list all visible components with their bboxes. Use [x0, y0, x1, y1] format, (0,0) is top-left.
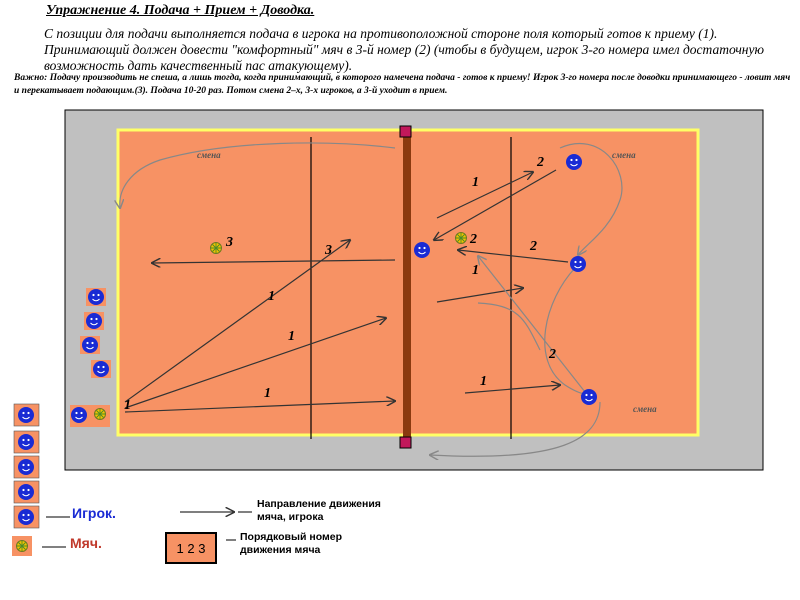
step-number: 1 [124, 398, 131, 413]
swap-label-bottom-right: смена [633, 404, 657, 414]
exercise-description: С позиции для подачи выполняется подача в игрока на противоположной стороне поля который готов к приему (1). Принимающий должен довести "комфортный" мяч в 3-й номер (2) (чтобы в будущем, игрок 3-го номера имел достаточную возможность дать качественный пас атакующему). [44, 26, 764, 73]
step-number: 1 [472, 175, 479, 190]
step-number: 2 [470, 232, 477, 247]
step-number: 1 [268, 289, 275, 304]
step-number: 1 [288, 329, 295, 344]
exercise-note: Важно: Подачу производить не спеша, а лишь тогда, когда принимающий, в которого намечена подача - готов к приему! Игрок 3-го номера после доводки принимающего - ловит мяч и перекатывает подающим.(3). Подача 10-20 раз. Потом смена 2–х, 3-х игроков, а 3-й уходит в прием. [14, 73, 791, 96]
step-number: 3 [226, 235, 233, 250]
reserve-players [14, 404, 39, 528]
legend-player-label: Игрок. [72, 505, 116, 521]
exercise-title: Упражнение 4. Подача + Прием + Доводка. [46, 3, 315, 18]
step-number: 2 [549, 347, 556, 362]
step-number: 1 [480, 374, 487, 389]
player-right-mid [570, 256, 586, 272]
step-number: 2 [530, 239, 537, 254]
step-number: 1 [472, 263, 479, 278]
step-number: 3 [325, 243, 332, 258]
legend-direction-label: Направление движения мяча, игрока [257, 498, 381, 523]
net-post-bottom [400, 437, 411, 448]
legend-ball-label: Мяч. [70, 535, 102, 551]
player-receiver-center [414, 242, 430, 258]
swap-label-top-left: смена [197, 150, 221, 160]
legend-sequence-box-text: 1 2 3 [176, 541, 206, 556]
step-number: 2 [537, 155, 544, 170]
player-right-bottom [581, 389, 597, 405]
ball-right [456, 233, 467, 244]
net [403, 133, 411, 439]
legend-ball-icon [17, 541, 28, 552]
swap-label-top-right: смена [612, 150, 636, 160]
step-number: 1 [264, 386, 271, 401]
net-post-top [400, 126, 411, 137]
player-right-top [566, 154, 582, 170]
legend-sequence-label: Порядковый номер движения мяча [240, 531, 342, 556]
ball-left [211, 243, 222, 254]
